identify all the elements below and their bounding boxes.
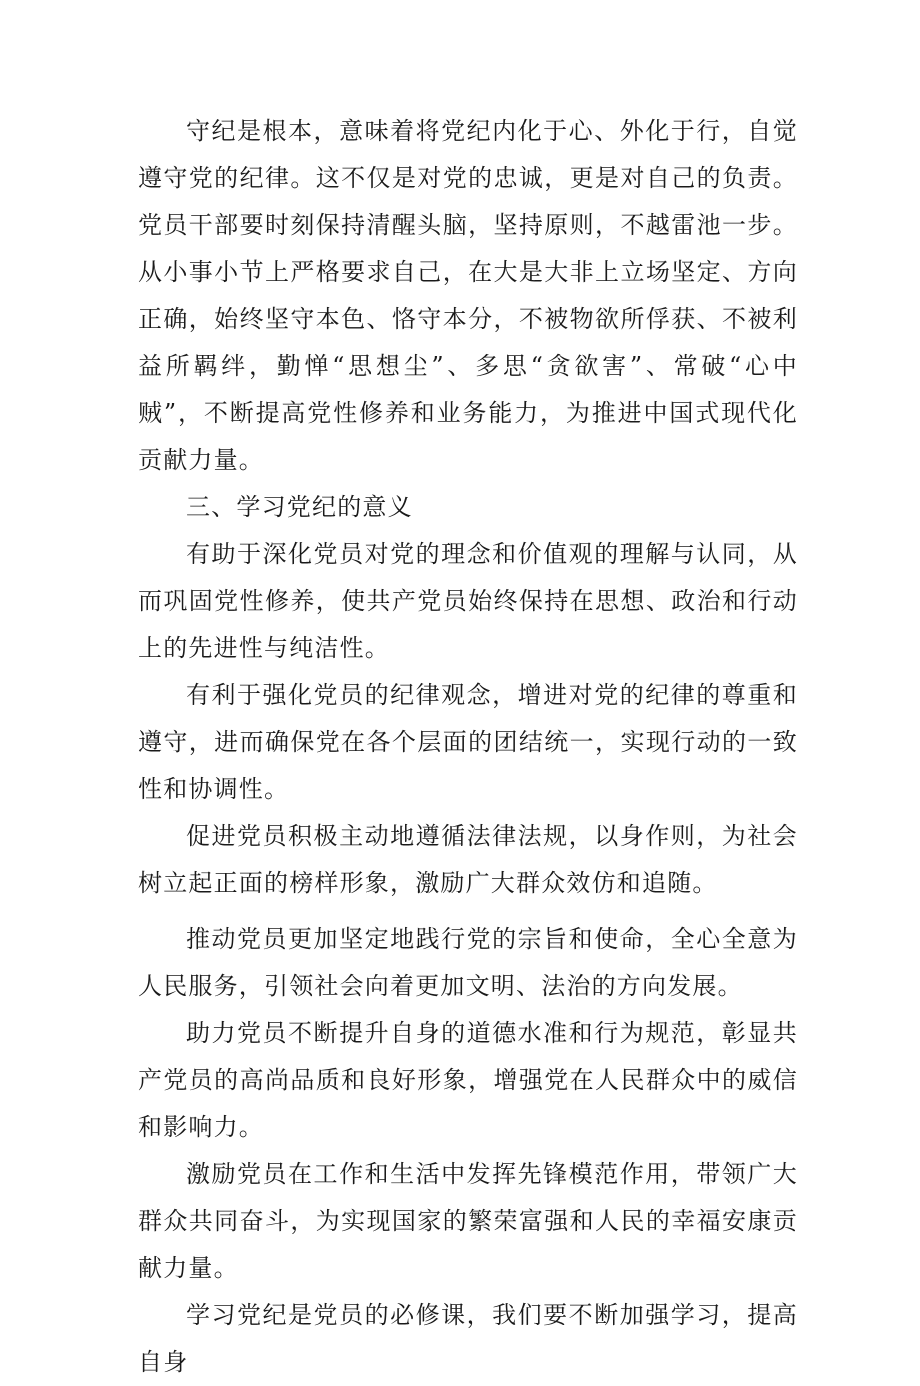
document-body bbox=[138, 108, 798, 1386]
paragraph-deepen-understanding: 有助于深化党员对党的理念和价值观的理解与认同，从而巩固党性修养，使共产党员始终保持在思想、政治和行动上的先进性与纯洁性。 bbox=[138, 540, 798, 662]
paragraph-strengthen-discipline: 有利于强化党员的纪律观念，增进对党的纪律的尊重和遵守，进而确保党在各个层面的团结统一，实现行动的一致性和协调性。 bbox=[138, 681, 798, 803]
paragraph-practice-mission: 推动党员更加坚定地践行党的宗旨和使命，全心全意为人民服务，引领社会向着更加文明、法治的方向发展。 bbox=[138, 925, 798, 1000]
paragraph-discipline-fundamental: 守纪是根本，意味着将党纪内化于心、外化于行，自觉遵守党的纪律。这不仅是对党的忠诚，更是对自己的负责。党员干部要时刻保持清醒头脑，坚持原则，不越雷池一步。从小事小节上严格要求自己，在大是大非上立场坚定、方向正确，始终坚守本色、恪守本分，不被物欲所俘获、不被利益所羁绊，勤惮“思想尘”、多思“贪欲害”、常破“心中贼”，不断提高党性修养和业务能力，为推进中国式现代化贡献力量。 bbox=[138, 117, 798, 474]
paragraph-required-course: 学习党纪是党员的必修课，我们要不断加强学习，提高自身 bbox=[138, 1301, 798, 1376]
paragraph-vanguard-role: 激励党员在工作和生活中发挥先锋模范作用，带领广大群众共同奋斗，为实现国家的繁荣富强和人民的幸福安康贡献力量。 bbox=[138, 1160, 798, 1282]
section-heading-significance: 三、学习党纪的意义 bbox=[186, 493, 413, 521]
paragraph-moral-standards: 助力党员不断提升自身的道德水准和行为规范，彰显共产党员的高尚品质和良好形象，增强党在人民群众中的威信和影响力。 bbox=[138, 1019, 798, 1141]
paragraph-follow-laws: 促进党员积极主动地遵循法律法规，以身作则，为社会树立起正面的榜样形象，激励广大群众效仿和追随。 bbox=[138, 822, 798, 897]
